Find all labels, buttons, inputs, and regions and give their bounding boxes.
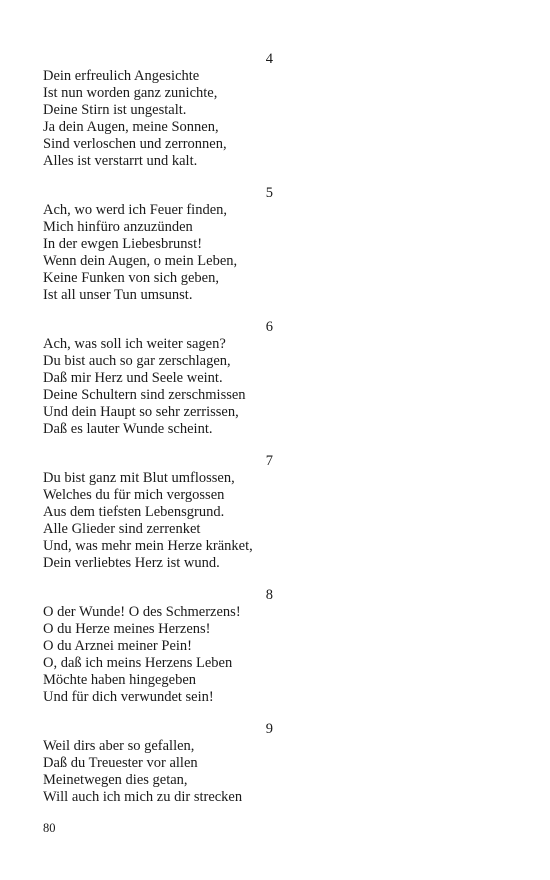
verse-line: Ach, was soll ich weiter sagen?: [43, 336, 226, 352]
verse-line: Und, was mehr mein Herze kränket,: [43, 538, 253, 554]
stanza-number: 7: [265, 453, 273, 469]
verse-line: O der Wunde! O des Schmerzens!: [43, 604, 241, 620]
verse-line: Welches du für mich vergossen: [43, 487, 225, 503]
verse-line: Daß mir Herz und Seele weint.: [43, 370, 223, 386]
stanza-number: 5: [265, 185, 273, 201]
verse-line: O du Arznei meiner Pein!: [43, 638, 192, 654]
verse-line: In der ewgen Liebesbrunst!: [43, 236, 203, 252]
stanza-number: 6: [265, 319, 273, 335]
verse-line: Keine Funken von sich geben,: [43, 270, 219, 286]
verse-line: Möchte haben hingegeben: [43, 672, 197, 688]
verse-line: Du bist auch so gar zerschlagen,: [43, 353, 231, 369]
verse-line: Daß du Treuester vor allen: [43, 755, 198, 771]
verse-line: Alles ist verstarrt und kalt.: [43, 153, 198, 169]
stanza-8: [43, 587, 273, 706]
verse-line: Alle Glieder sind zerrenket: [43, 521, 201, 537]
verse-line: Deine Stirn ist ungestalt.: [43, 102, 187, 118]
verse-line: Und für dich verwundet sein!: [43, 689, 214, 705]
verse-line: Dein verliebtes Herz ist wund.: [43, 555, 220, 571]
verse-line: O du Herze meines Herzens!: [43, 621, 211, 637]
verse-line: Dein erfreulich Angesichte: [43, 68, 200, 84]
stanza-number: 4: [265, 51, 273, 67]
verse-line: Ja dein Augen, meine Sonnen,: [43, 119, 219, 135]
verse-line: Meinetwegen dies getan,: [43, 772, 188, 788]
verse-line: Aus dem tiefsten Lebensgrund.: [43, 504, 225, 520]
verse-line: Ist all unser Tun umsunst.: [43, 287, 193, 303]
verse-line: Ach, wo werd ich Feuer finden,: [43, 202, 228, 218]
verse-line: Daß es lauter Wunde scheint.: [43, 421, 213, 437]
verse-line: Und dein Haupt so sehr zerrissen,: [43, 404, 239, 420]
verse-line: Will auch ich mich zu dir strecken: [43, 789, 243, 805]
verse-line: Ist nun worden ganz zunichte,: [43, 85, 218, 101]
verse-line: Sind verloschen und zerronnen,: [43, 136, 227, 152]
verse-line: Du bist ganz mit Blut umflossen,: [43, 470, 235, 486]
stanza-number: 9: [265, 721, 273, 737]
stanza-7: [43, 453, 273, 572]
verse-line: Weil dirs aber so gefallen,: [43, 738, 195, 754]
verse-line: Wenn dein Augen, o mein Leben,: [43, 253, 238, 269]
verse-line: Mich hinfüro anzuzünden: [43, 219, 193, 235]
verse-line: Deine Schultern sind zerschmissen: [43, 387, 246, 403]
stanza-9: [43, 721, 273, 806]
verse-line: O, daß ich meins Herzens Leben: [43, 655, 233, 671]
stanza-4: [43, 51, 273, 170]
stanza-5: [43, 185, 273, 304]
stanza-number: 8: [265, 587, 273, 603]
page-number: 80: [43, 821, 56, 835]
stanza-6: [43, 319, 273, 438]
